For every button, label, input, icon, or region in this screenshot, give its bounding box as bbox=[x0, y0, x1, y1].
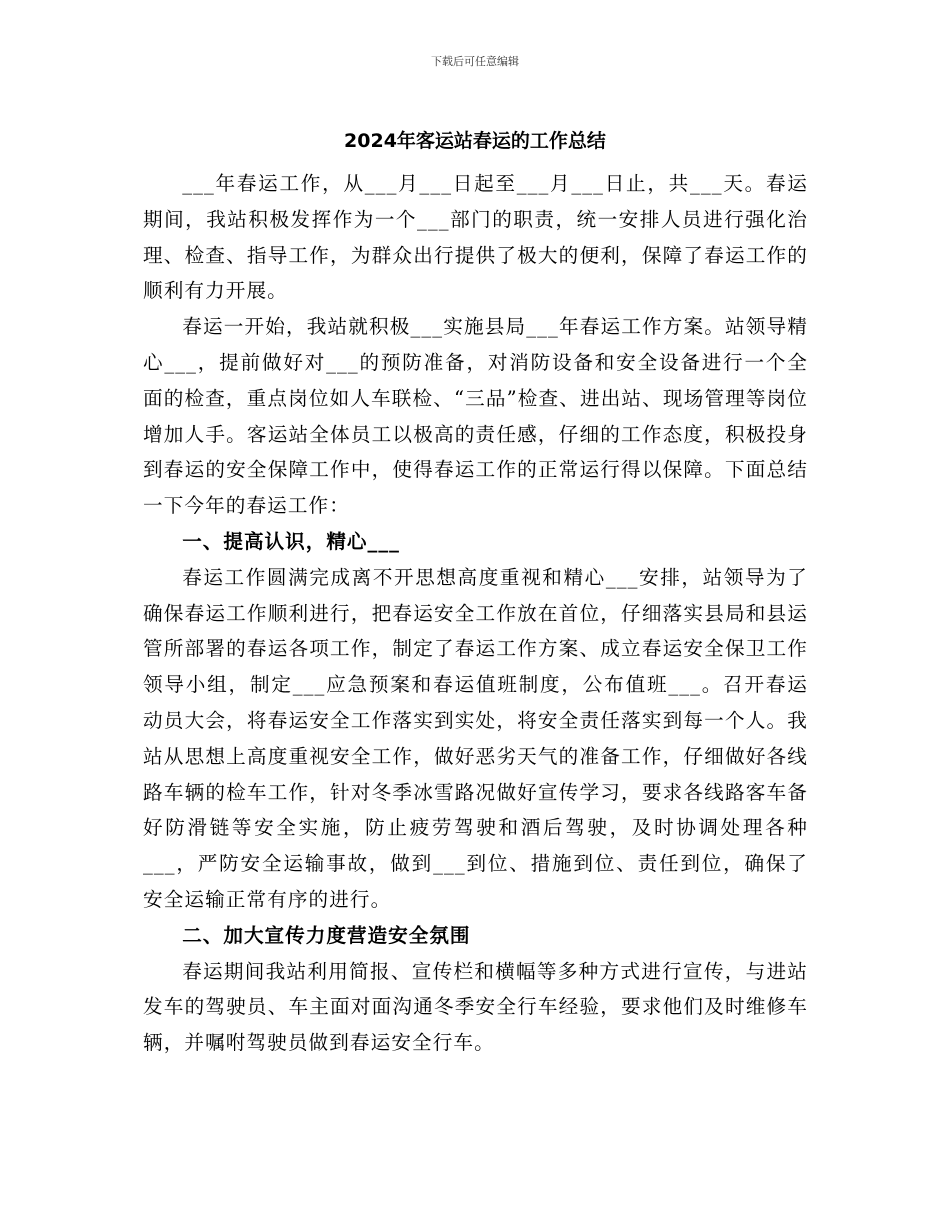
document-body bbox=[143, 166, 808, 1061]
document-title: 2024年客运站春运的工作总结 bbox=[344, 130, 606, 152]
section-1-heading: 一、提高认识，精心___ bbox=[182, 529, 400, 553]
intro-paragraph-2: 春运一开始，我站就积极___实施县局___年春运工作方案。站领导精心___，提前做好对___的预防准备，对消防设备和安全设备进行一个全面的检查，重点岗位如人车联检、“三品”检查、进出站、现场管理等岗位增加人手。客运站全体员工以极高的责任感，仔细的工作态度，积极投身到春运的安全保障工作中，使得春运工作的正常运行得以保障。下面总结一下今年的春运工作： bbox=[143, 315, 808, 518]
section-2-paragraph: 春运期间我站利用简报、宣传栏和横幅等多种方式进行宣传，与进站发车的驾驶员、车主面对面沟通冬季安全行车经验，要求他们及时维修车辆，并嘱咐驾驶员做到春运安全行车。 bbox=[143, 959, 808, 1055]
page-header-note: 下载后可任意编辑 bbox=[431, 55, 519, 68]
section-2-heading: 二、加大宣传力度营造安全氛围 bbox=[182, 923, 471, 947]
intro-paragraph-1: ___年春运工作，从___月___日起至___月___日止，共___天。春运期间，我站积极发挥作为一个___部门的职责，统一安排人员进行强化治理、检查、指导工作，为群众出行提供了极大的便利，保障了春运工作的顺利有力开展。 bbox=[143, 172, 808, 303]
section-1-paragraph: 春运工作圆满完成离不开思想高度重视和精心___安排，站领导为了确保春运工作顺利进行，把春运安全工作放在首位，仔细落实县局和县运管所部署的春运各项工作，制定了春运工作方案、成立春运安全保卫工作领导小组，制定___应急预案和春运值班制度，公布值班___。召开春运动员大会，将春运安全工作落实到实处，将安全责任落实到每一个人。我站从思想上高度重视安全工作，做好恶劣天气的准备工作，仔细做好各线路车辆的检车工作，针对冬季冰雪路况做好宣传学习，要求各线路客车备好防滑链等安全实施，防止疲劳驾驶和酒后驾驶，及时协调处理各种___，严防安全运输事故，做到___到位、措施到位、责任到位，确保了安全运输正常有序的进行。 bbox=[143, 565, 808, 911]
